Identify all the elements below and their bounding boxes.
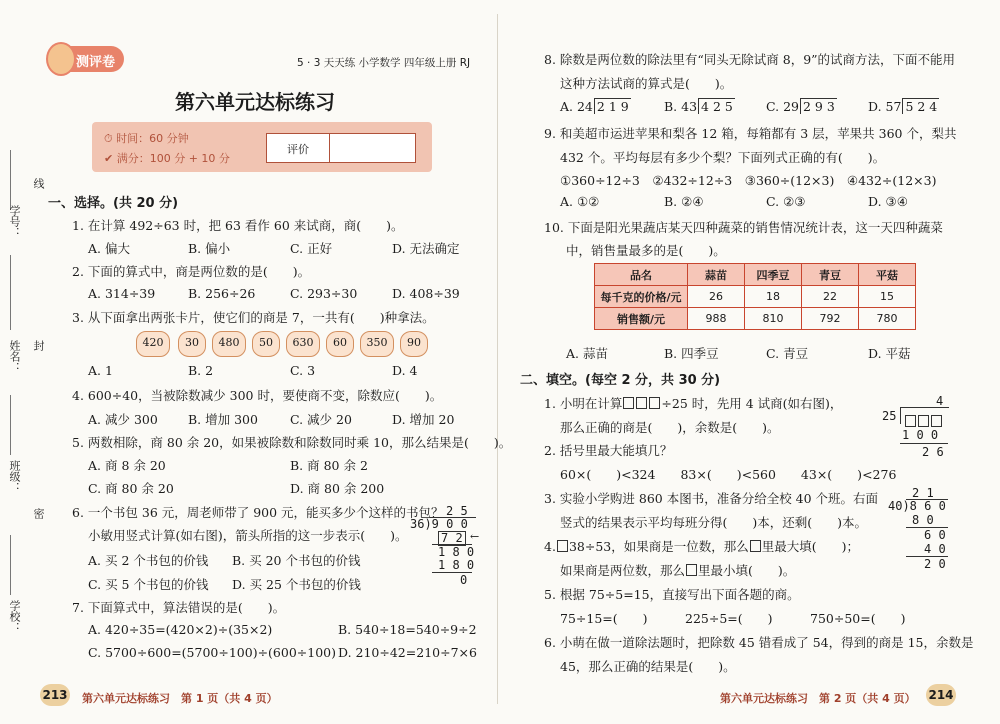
f2-line: 60×( )<324 83×( )<560 43×( )<276 bbox=[560, 467, 897, 482]
table-cell: 810 bbox=[745, 308, 802, 330]
q1-option-b[interactable]: B. 偏小 bbox=[188, 241, 231, 256]
number-card: 30 bbox=[178, 331, 206, 357]
q9-option-b[interactable]: B. ②④ bbox=[664, 194, 704, 209]
table-row bbox=[595, 286, 916, 308]
f6-line-2: 45，那么正确的结果是( )。 bbox=[560, 659, 736, 674]
mascot-icon bbox=[46, 42, 76, 76]
table-header-cell: 四季豆 bbox=[745, 264, 802, 286]
binding-xian: 线 bbox=[32, 178, 45, 189]
binding-banji: 班级： bbox=[8, 460, 21, 493]
binding-xuehao: 学号： bbox=[8, 205, 21, 238]
q6-option-a[interactable]: A. 买 2 个书包的价钱 bbox=[88, 553, 209, 568]
f3-line-2: 竖式的结果表示平均每班分得( )本，还剩( )本。 bbox=[560, 515, 868, 530]
q8-option-b[interactable]: B. 43 4 2 5 bbox=[664, 99, 733, 114]
q2-option-c[interactable]: C. 293÷30 bbox=[290, 286, 358, 301]
q10-option-a[interactable]: A. 蒜苗 bbox=[566, 346, 608, 361]
q2-option-d[interactable]: D. 408÷39 bbox=[392, 286, 460, 301]
binding-rule bbox=[10, 255, 11, 330]
q1-option-c[interactable]: C. 正好 bbox=[290, 241, 333, 256]
f2-stem: 2. 括号里最大能填几？ bbox=[544, 443, 673, 458]
q10-stem-2: 中，销售量最多的是( )。 bbox=[566, 243, 726, 258]
table-header-row bbox=[595, 264, 916, 286]
q3-option-a[interactable]: A. 1 bbox=[88, 363, 113, 378]
binding-rule bbox=[10, 150, 11, 210]
q2-stem: 2. 下面的算式中，商是两位数的是( )。 bbox=[72, 264, 311, 279]
number-card: 60 bbox=[326, 331, 354, 357]
table-cell: 销售额/元 bbox=[595, 308, 688, 330]
q2-option-a[interactable]: A. 314÷39 bbox=[88, 286, 156, 301]
binding-xingming: 姓名： bbox=[8, 340, 21, 373]
number-card: 420 bbox=[136, 331, 170, 357]
q1-option-a[interactable]: A. 偏大 bbox=[88, 241, 130, 256]
f4-line-1: 4. 38÷53，如果商是一位数，那么 里最大填( )； bbox=[544, 539, 859, 554]
f1-line-2: 那么正确的商是( )，余数是( )。 bbox=[560, 420, 780, 435]
q4-option-a[interactable]: A. 减少 300 bbox=[88, 412, 158, 427]
binding-feng: 封 bbox=[32, 340, 45, 351]
q6-option-c[interactable]: C. 买 5 个书包的价钱 bbox=[88, 577, 209, 592]
q1-option-d[interactable]: D. 无法确定 bbox=[392, 241, 460, 256]
q1-stem: 1. 在计算 492÷63 时，把 63 看作 60 来试商，商( )。 bbox=[72, 218, 404, 233]
sales-table bbox=[594, 263, 916, 330]
table-cell: 15 bbox=[859, 286, 916, 308]
q9-option-a[interactable]: A. ①② bbox=[560, 194, 600, 209]
q8-stem-1: 8. 除数是两位数的除法里有“同头无除试商 8，9”的试商方法，下面不能用 bbox=[544, 52, 956, 67]
q5-option-d[interactable]: D. 商 80 余 200 bbox=[290, 481, 385, 496]
q6-option-b[interactable]: B. 买 20 个书包的价钱 bbox=[232, 553, 361, 568]
f5-line: 75÷15=( ) 225÷5=( ) 750÷50=( ) bbox=[560, 611, 906, 626]
section-fill-heading: 二、填空。(每空 2 分，共 30 分) bbox=[520, 373, 721, 388]
number-card: 350 bbox=[360, 331, 394, 357]
score-label: ✔ 满分：100 分 + 10 分 bbox=[104, 152, 230, 165]
table-cell: 每千克的价格/元 bbox=[595, 286, 688, 308]
q9-option-c[interactable]: C. ②③ bbox=[766, 194, 806, 209]
table-header-cell: 平菇 bbox=[859, 264, 916, 286]
page-divider bbox=[497, 14, 498, 704]
q8-option-a[interactable]: A. 24 2 1 9 bbox=[560, 99, 629, 114]
q3-stem: 3. 从下面拿出两张卡片，使它们的商是 7，一共有( )种拿法。 bbox=[72, 310, 435, 325]
q4-option-b[interactable]: B. 增加 300 bbox=[188, 412, 258, 427]
q6-option-d[interactable]: D. 买 25 个书包的价钱 bbox=[232, 577, 361, 592]
table-cell: 792 bbox=[802, 308, 859, 330]
evaluation-label: 评价 bbox=[287, 143, 309, 156]
table-row bbox=[595, 308, 916, 330]
q4-option-d[interactable]: D. 增加 20 bbox=[392, 412, 455, 427]
time-label: ⏱ 时间：60 分钟 bbox=[104, 132, 189, 145]
badge: 测评卷 bbox=[48, 46, 124, 72]
table-header-cell: 蒜苗 bbox=[688, 264, 745, 286]
q10-option-c[interactable]: C. 青豆 bbox=[766, 346, 809, 361]
q7-option-b[interactable]: B. 540÷18=540÷9÷2 bbox=[338, 622, 477, 637]
f1-line-1: 1. 小明在计算 ÷25 时，先用 4 试商(如右图)， bbox=[544, 396, 843, 411]
workbook-spread: 学号： 线 姓名： 封 班级： 密 学校： 测评卷 5 · 3 天天练 小学数学 四年级上册 RJ 第六单元达标练习 ⏱ 时间：60 分钟 ✔ 满分：100 分 + 10 分 评价 一、选择。(共 20 分) 1. 在计算 492÷63 时，把 63 看作 60 来试商，商( )。 A. 偏大 B. 偏小 C. 正好 D. 无法确定 2. 下面的算式中，商是两位数的是( )。 A. 314÷39 B. 256÷26 C. 293÷30 D. 408÷39 3. 从下面拿出两张卡片，使它们的商是 7，一共有( )种拿法。 420 30 480 50 630 60 350 90 A. 1 B. 2 C. 3 D. 4 4. 600÷40，当被除数减少 300 时，要使商不变，除数应( )。 A. 减少 300 B. 增加 300 C. 减少 20 D. 增加 20 5. 两数相除，商 80 余 20，如果被除数和除数同时乘 10，那么结果是( )。 A. 商 8 余 20 B. 商 80 余 2 C. 商 80 余 20 D. 商 80 余 200 6. 一个书包 36 元，周老师带了 900 元，能买多少个这样的书包？ 小敏用竖式计算(如右图)，箭头所指的这一步表示( )。 A. 买 2 个书包的价钱 B. 买 20 个书包的价钱 C. 买 5 个书包的价钱 D. 买 25 个书包的价钱 2 5 36)9 0 0 7 2 ← 1 8 0 1 8 0 0 7. 下面算式中，算法错误的是( )。 A. 420÷35=(420×2)÷(35×2) B. 540÷18=540÷9÷2 C. 5700÷600=(5700÷100)÷(600÷100) D. 210÷42=210÷7×6 213 第六单元达标练习 第 1 页（共 4 页） 8. 除数是两位数的除法里有“同头无除试商 8，9”的试商方法，下面不能用 这种方法试商的算式是( )。 A. 24 2 1 9 B. 43 4 2 5 C. 29 2 9 3 D. 57 5 2 4 9. 和美超市运进苹果和梨各 12 箱，每箱都有 3 层，苹果共 360 个，梨共 432 个。平均每层有多少个梨？下面列式正确的有( )。 ①360÷12÷3 ②432÷12÷3 ③360÷(12×3) ④432÷(12×3) A. ①② B. ②④ C. ②③ D. ③④ 10. 下面是阳光果蔬店某天四种蔬菜的销售情况统计表，这一天四种蔬菜 中，销售量最多的是( )。 品名 蒜苗 四季豆 青豆 平菇 每千克的价格/元 26 18 22 15 销售额/元 988 810 792 780 A. 蒜苗 B. 四季豆 C. 青豆 D. 平菇 二、填空。(每空 2 分，共 30 分) 1. 小明在计算 ÷25 时，先用 4 试商(如右图)， 那么正确的商是( )，余数是( )。 4 25 1 0 0 2 6 2. 括号里最大能填几？ 60×( )<324 83×( )<560 43×( )<276 3. 实验小学购进 860 本图书，准备分给全校 40 个班。右面 竖式的结果表示平均每班分得( )本，还剩( )本。 2 1 40)8 6 0 8 0 6 0 4 0 2 0 4. 38÷53，如果商是一位数，那么 里最大填( )； 如果商是两位数，那么 里最小填( )。 5. 根据 75÷5=15，直接写出下面各题的商。 75÷15=( ) 225÷5=( ) 750÷50=( ) 6. 小萌在做一道除法题时，把除数 45 错看成了 54，得到的商是 15，余数是 45，那么正确的结果是( )。 第六单元达标练习 第 2 页（共 4 页） 214 bbox=[0, 0, 1000, 724]
number-card: 630 bbox=[286, 331, 320, 357]
f4-line-2: 如果商是两位数，那么 里最小填( )。 bbox=[560, 563, 796, 578]
page-number-right: 214 bbox=[926, 684, 956, 706]
number-card: 90 bbox=[400, 331, 428, 357]
binding-rule bbox=[10, 395, 11, 455]
q3-option-b[interactable]: B. 2 bbox=[188, 363, 214, 378]
q5-option-b[interactable]: B. 商 80 余 2 bbox=[290, 458, 368, 473]
q3-option-d[interactable]: D. 4 bbox=[392, 363, 418, 378]
footer-left-text: 第六单元达标练习 第 1 页（共 4 页） bbox=[82, 692, 278, 705]
q2-option-b[interactable]: B. 256÷26 bbox=[188, 286, 256, 301]
arrow-left-icon: ← bbox=[470, 530, 480, 543]
q7-option-d[interactable]: D. 210÷42=210÷7×6 bbox=[338, 645, 477, 660]
binding-mi: 密 bbox=[32, 508, 45, 519]
q3-option-c[interactable]: C. 3 bbox=[290, 363, 316, 378]
page-title: 第六单元达标练习 bbox=[175, 90, 335, 114]
table-header-cell: 品名 bbox=[595, 264, 688, 286]
binding-rule bbox=[10, 535, 11, 595]
number-card: 480 bbox=[212, 331, 246, 357]
q9-statements: ①360÷12÷3 ②432÷12÷3 ③360÷(12×3) ④432÷(12×3) bbox=[560, 173, 937, 188]
evaluation-box[interactable] bbox=[266, 133, 416, 163]
table-cell: 18 bbox=[745, 286, 802, 308]
q7-option-a[interactable]: A. 420÷35=(420×2)÷(35×2) bbox=[88, 622, 273, 637]
section-choice-heading: 一、选择。(共 20 分) bbox=[48, 196, 179, 211]
footer-right-text: 第六单元达标练习 第 2 页（共 4 页） bbox=[720, 692, 916, 705]
q5-stem: 5. 两数相除，商 80 余 20，如果被除数和除数同时乘 10，那么结果是( )。 bbox=[72, 435, 512, 450]
q10-stem-1: 10. 下面是阳光果蔬店某天四种蔬菜的销售情况统计表，这一天四种蔬菜 bbox=[544, 220, 943, 235]
table-cell: 22 bbox=[802, 286, 859, 308]
q8-option-d[interactable]: D. 57 5 2 4 bbox=[868, 99, 938, 114]
page-number-left: 213 bbox=[40, 684, 70, 706]
q9-stem-2: 432 个。平均每层有多少个梨？下面列式正确的有( )。 bbox=[560, 150, 886, 165]
q5-option-a[interactable]: A. 商 8 余 20 bbox=[88, 458, 166, 473]
q10-option-d[interactable]: D. 平菇 bbox=[868, 346, 911, 361]
q7-stem: 7. 下面算式中，算法错误的是( )。 bbox=[72, 600, 286, 615]
q6-stem-2: 小敏用竖式计算(如右图)，箭头所指的这一步表示( )。 bbox=[88, 528, 408, 543]
q8-option-c[interactable]: C. 29 2 9 3 bbox=[766, 99, 835, 114]
table-header-cell: 青豆 bbox=[802, 264, 859, 286]
series-label: 5 · 3 天天练 小学数学 四年级上册 RJ bbox=[297, 57, 471, 69]
table-cell: 780 bbox=[859, 308, 916, 330]
table-cell: 26 bbox=[688, 286, 745, 308]
number-card: 50 bbox=[252, 331, 280, 357]
f6-line-1: 6. 小萌在做一道除法题时，把除数 45 错看成了 54，得到的商是 15，余数是 bbox=[544, 635, 974, 650]
binding-xuexiao: 学校： bbox=[8, 600, 21, 633]
q5-option-c[interactable]: C. 商 80 余 20 bbox=[88, 481, 174, 496]
f5-stem: 5. 根据 75÷5=15，直接写出下面各题的商。 bbox=[544, 587, 800, 602]
q6-stem-1: 6. 一个书包 36 元，周老师带了 900 元，能买多少个这样的书包？ bbox=[72, 505, 444, 520]
q9-option-d[interactable]: D. ③④ bbox=[868, 194, 908, 209]
q4-stem: 4. 600÷40，当被除数减少 300 时，要使商不变，除数应( )。 bbox=[72, 388, 443, 403]
table-cell: 988 bbox=[688, 308, 745, 330]
q8-stem-2: 这种方法试商的算式是( )。 bbox=[560, 76, 733, 91]
f3-line-1: 3. 实验小学购进 860 本图书，准备分给全校 40 个班。右面 bbox=[544, 491, 879, 506]
q9-stem-1: 9. 和美超市运进苹果和梨各 12 箱，每箱都有 3 层，苹果共 360 个，梨共 bbox=[544, 126, 957, 141]
q10-option-b[interactable]: B. 四季豆 bbox=[664, 346, 719, 361]
q4-option-c[interactable]: C. 减少 20 bbox=[290, 412, 352, 427]
q7-option-c[interactable]: C. 5700÷600=(5700÷100)÷(600÷100) bbox=[88, 645, 336, 660]
